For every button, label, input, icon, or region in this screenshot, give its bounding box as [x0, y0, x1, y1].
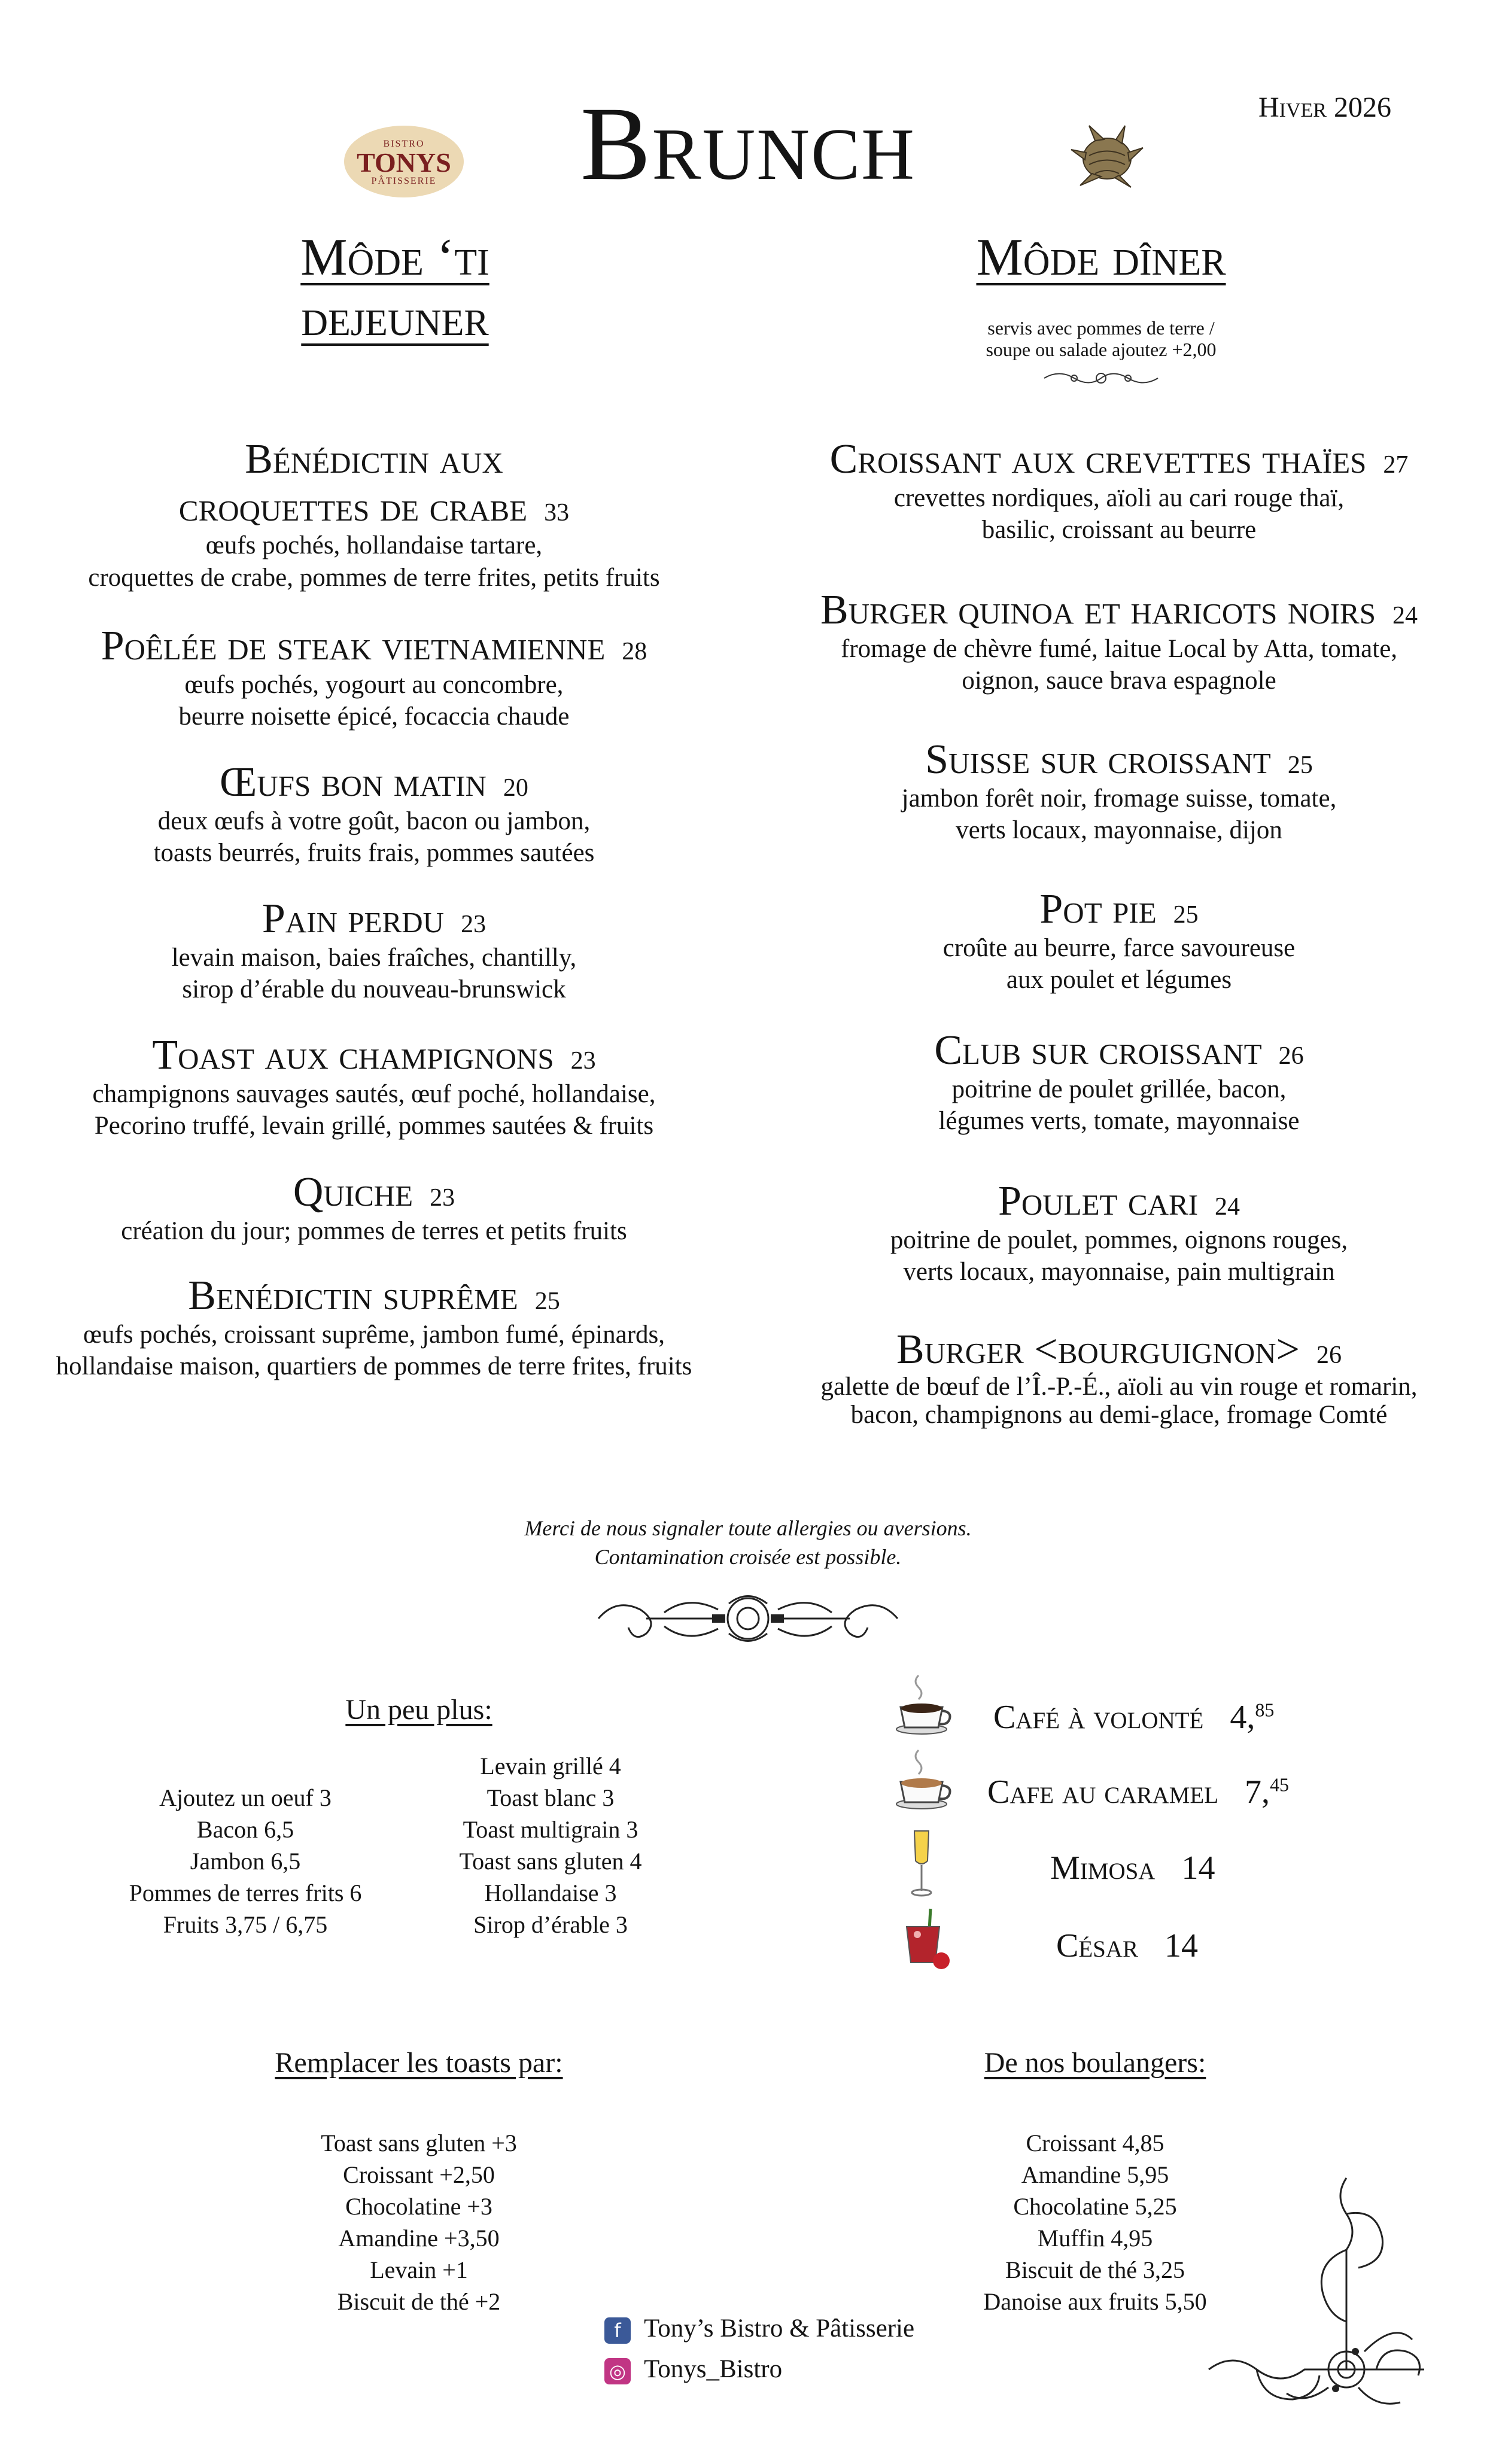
flourish-ornament-icon	[592, 1586, 904, 1654]
item-price: 24	[1392, 602, 1418, 629]
item-price: 20	[503, 774, 528, 802]
menu-item	[802, 437, 1436, 546]
list-item: Toast blanc 3	[486, 1784, 615, 1811]
menu-item	[802, 1028, 1436, 1137]
item-description: sirop d’érable du nouveau-brunswick	[182, 975, 566, 1004]
item-price: 25	[534, 1288, 560, 1315]
item-description: fromage de chèvre fumé, laitue Local by Atta, tomate,	[840, 634, 1398, 663]
item-title-row	[802, 1028, 1436, 1073]
item-price: 25	[1173, 901, 1199, 929]
item-name: Club sur croissant	[934, 1027, 1262, 1073]
social-links	[604, 2308, 914, 2390]
item-price: 26	[1278, 1042, 1304, 1070]
item-description: verts locaux, mayonnaise, pain multigrain	[903, 1258, 1335, 1286]
drink-row	[1050, 1849, 1215, 1887]
list-item: Muffin 4,95	[1037, 2225, 1153, 2252]
dinner-note-line1: servis avec pommes de terre /	[987, 317, 1215, 339]
item-price: 25	[1287, 752, 1313, 779]
instagram-icon: ◎	[604, 2358, 631, 2384]
item-name: Quiche	[293, 1169, 413, 1215]
item-name: Burger <bourguignon>	[896, 1327, 1300, 1373]
item-title-row	[60, 623, 688, 669]
latte-cup-icon	[892, 1747, 957, 1816]
menu-item	[60, 623, 688, 733]
item-title-row	[802, 1179, 1436, 1224]
item-description: croûte au beurre, farce savoureuse	[942, 933, 1296, 962]
small-ornament-icon	[1041, 366, 1161, 393]
season-label: Hiver 2026	[1258, 92, 1391, 123]
item-title-row	[802, 1327, 1436, 1373]
facebook-icon: f	[604, 2317, 631, 2344]
drink-name: César	[1056, 1927, 1139, 1964]
item-description: galette de bœuf de l’Î.-P.-É., aïoli au vin rouge et romarin,	[820, 1372, 1418, 1401]
drink-name: Cafe au caramel	[987, 1774, 1219, 1811]
item-description: poitrine de poulet, pommes, oignons rouges,	[890, 1225, 1348, 1254]
drink-name: Mimosa	[1050, 1849, 1156, 1887]
pinecone-icon	[1068, 123, 1146, 194]
item-price: 23	[570, 1047, 596, 1075]
list-item: Amandine 5,95	[1021, 2161, 1169, 2188]
extras-heading: Un peu plus:	[345, 1694, 492, 1726]
menu-item	[48, 1273, 700, 1383]
item-description: croquettes de crabe, pommes de terre frites, petits fruits	[88, 563, 660, 592]
list-item: Biscuit de thé +2	[337, 2288, 501, 2315]
item-title-row	[802, 887, 1436, 932]
item-title-row	[60, 760, 688, 805]
extras-list-1	[120, 1782, 371, 1940]
menu-item	[802, 887, 1436, 996]
menu-item	[60, 896, 688, 1006]
drink-price-cents: 45	[1270, 1774, 1290, 1796]
item-title-row	[802, 588, 1436, 633]
allergy-line1: Merci de nous signaler toute allergies ou aversions.	[524, 1516, 972, 1540]
list-item: Ajoutez un oeuf 3	[159, 1784, 332, 1811]
menu-item	[60, 760, 688, 869]
item-price: 23	[461, 911, 486, 938]
item-description: hollandaise maison, quartiers de pommes de terre frites, fruits	[56, 1352, 692, 1381]
item-name: Pot pie	[1039, 886, 1157, 932]
drink-row	[987, 1773, 1289, 1811]
item-name: Suisse sur croissant	[925, 737, 1271, 783]
facebook-handle: Tony’s Bistro & Pâtisserie	[644, 2314, 915, 2343]
item-description: création du jour; pommes de terres et petits fruits	[121, 1216, 627, 1245]
item-name: Bénédictin aux	[245, 436, 503, 482]
item-name: Poêlée de steak vietnamienne	[101, 623, 606, 669]
item-description: crevettes nordiques, aïoli au cari rouge thaï,	[893, 483, 1345, 512]
item-price: 27	[1383, 451, 1409, 479]
item-price: 23	[430, 1184, 455, 1212]
list-item: Levain +1	[370, 2256, 468, 2283]
drink-price-cents: 85	[1255, 1699, 1275, 1721]
list-item: Toast multigrain 3	[463, 1816, 638, 1843]
item-price: 24	[1215, 1193, 1240, 1221]
item-name: Burger quinoa et haricots noirs	[820, 587, 1376, 633]
drink-row	[993, 1698, 1274, 1736]
list-item: Levain grillé 4	[480, 1753, 621, 1779]
item-description: deux œufs à votre goût, bacon ou jambon,	[157, 807, 591, 835]
facebook-link[interactable]	[604, 2308, 914, 2349]
caesar-cocktail-icon	[895, 1906, 954, 1975]
item-title-row	[60, 1170, 688, 1215]
list-item: Jambon 6,5	[190, 1848, 301, 1875]
drink-price: 14	[1164, 1927, 1199, 1964]
item-description: jambon forêt noir, fromage suisse, tomate,	[901, 784, 1337, 813]
list-item: Chocolatine 5,25	[1013, 2193, 1177, 2220]
instagram-handle: Tonys_Bistro	[644, 2355, 783, 2383]
list-item: Fruits 3,75 / 6,75	[163, 1911, 328, 1938]
item-description: aux poulet et légumes	[1006, 966, 1232, 994]
page-title: Brunch	[580, 86, 916, 202]
drink-price: 7,	[1245, 1774, 1270, 1811]
allergy-notice	[0, 1514, 1496, 1571]
corner-flourish-icon	[1197, 2172, 1436, 2414]
item-description: œufs pochés, croissant suprême, jambon fumé, épinards,	[83, 1320, 665, 1349]
item-name: Pain perdu	[262, 896, 445, 942]
list-item: Bacon 6,5	[196, 1816, 294, 1843]
menu-item	[802, 1327, 1436, 1429]
list-item: Chocolatine +3	[345, 2193, 492, 2220]
item-name: croquettes de crabe	[178, 483, 528, 530]
item-title-row	[802, 437, 1436, 482]
item-name: Poulet cari	[998, 1178, 1199, 1224]
logo-bottom-text: PÂTISSERIE	[371, 176, 437, 186]
replace-toast-list	[269, 2127, 568, 2317]
menu-item	[802, 588, 1436, 697]
item-description: œufs pochés, yogourt au concombre,	[184, 670, 564, 699]
item-description: levain maison, baies fraîches, chantilly,	[171, 943, 577, 972]
drink-name: Café à volonté	[993, 1699, 1204, 1736]
item-description: toasts beurrés, fruits frais, pommes sautées	[153, 839, 595, 868]
instagram-link[interactable]	[604, 2349, 914, 2390]
item-title-row	[60, 1033, 688, 1078]
list-item: Biscuit de thé 3,25	[1005, 2256, 1185, 2283]
logo-top-text: BISTRO	[383, 139, 425, 149]
menu-item	[60, 1170, 688, 1247]
item-description: poitrine de poulet grillée, bacon,	[951, 1075, 1287, 1103]
item-description: œufs pochés, hollandaise tartare,	[205, 531, 543, 560]
item-description: légumes verts, tomate, mayonnaise	[938, 1107, 1300, 1136]
allergy-line2: Contamination croisée est possible.	[594, 1545, 902, 1569]
logo-name-text: TONYS	[357, 147, 451, 178]
dinner-note	[916, 317, 1287, 360]
list-item: Toast sans gluten 4	[459, 1848, 642, 1875]
item-name-line2	[60, 485, 688, 530]
list-item: Amandine +3,50	[338, 2225, 500, 2252]
item-description: oignon, sauce brava espagnole	[962, 667, 1276, 695]
list-item: Toast sans gluten +3	[321, 2130, 517, 2156]
list-item: Hollandaise 3	[484, 1879, 617, 1906]
bakers-heading: De nos boulangers:	[984, 2047, 1206, 2079]
item-description: beurre noisette épicé, focaccia chaude	[178, 702, 570, 731]
menu-item	[60, 1033, 688, 1142]
item-title-row	[48, 1273, 700, 1319]
item-name: Benédictin suprême	[188, 1273, 518, 1319]
item-description: basilic, croissant au beurre	[981, 516, 1257, 544]
coffee-cup-icon	[892, 1672, 957, 1741]
extras-list-2	[431, 1750, 670, 1940]
drink-price: 14	[1181, 1849, 1215, 1887]
drink-row	[1056, 1927, 1198, 1965]
item-description: champignons sauvages sautés, œuf poché, hollandaise,	[92, 1079, 656, 1108]
menu-item	[60, 437, 688, 594]
right-column-heading: Môde dîner	[976, 229, 1226, 287]
list-item: Croissant 4,85	[1026, 2130, 1164, 2156]
list-item: Sirop d’érable 3	[473, 1911, 628, 1938]
list-item: Danoise aux fruits 5,50	[983, 2288, 1207, 2315]
item-name: Toast aux champignons	[152, 1032, 554, 1078]
champagne-glass-icon	[904, 1828, 939, 1903]
list-item: Pommes de terres frits 6	[129, 1879, 362, 1906]
replace-toast-heading: Remplacer les toasts par:	[275, 2047, 563, 2079]
left-column-heading: Môde ‘ti dejeuner	[300, 229, 489, 347]
item-price: 28	[622, 638, 647, 665]
dinner-note-line2: soupe ou salade ajoutez +2,00	[986, 339, 1217, 360]
item-name: Œufs bon matin	[220, 759, 486, 805]
item-title-row	[60, 896, 688, 942]
list-item: Croissant +2,50	[343, 2161, 495, 2188]
item-name: Croissant aux crevettes thaïes	[829, 436, 1367, 482]
menu-item	[802, 1179, 1436, 1288]
drink-price: 4,	[1230, 1699, 1255, 1736]
item-price: 26	[1316, 1341, 1342, 1369]
bistro-logo	[344, 126, 464, 197]
item-price: 33	[544, 498, 570, 527]
item-title-row	[802, 737, 1436, 783]
menu-item	[802, 737, 1436, 847]
item-description: verts locaux, mayonnaise, dijon	[956, 816, 1282, 845]
item-description: bacon, champignons au demi-glace, fromage Comté	[850, 1400, 1388, 1429]
item-description: Pecorino truffé, levain grillé, pommes sautées & fruits	[94, 1112, 654, 1140]
